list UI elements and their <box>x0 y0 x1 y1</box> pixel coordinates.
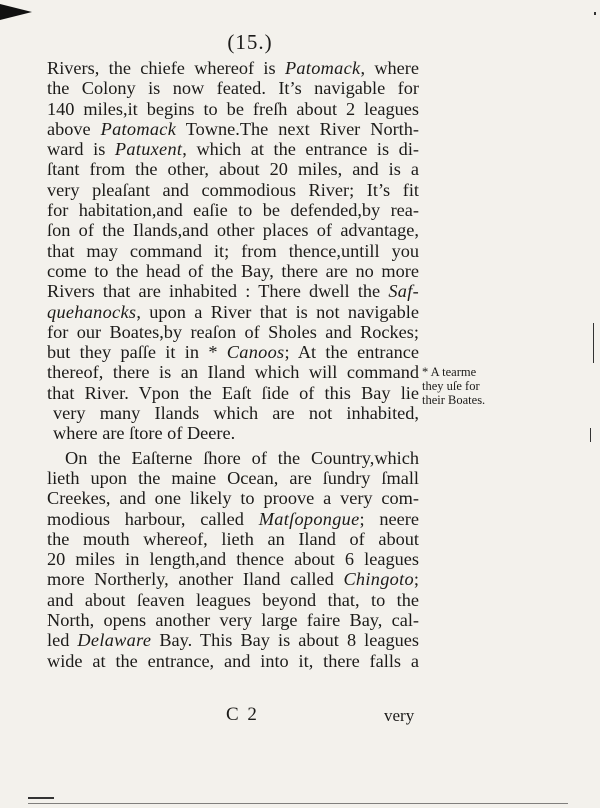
italic-name: Matſopongue <box>258 508 360 529</box>
text-run: the mouth whereof, lieth an Iland of about <box>47 528 419 549</box>
text-line <box>47 529 419 549</box>
text-line <box>47 159 419 179</box>
text-run: , where <box>360 58 419 78</box>
text-line <box>47 549 419 569</box>
text-line <box>47 610 419 630</box>
marginal-note-line: their Boates. <box>422 393 486 407</box>
text-line <box>47 362 419 382</box>
text-line <box>47 99 419 119</box>
text-run: very many Ilands which are not inhabited, <box>53 403 419 424</box>
text-run: Creekes, and one likely to proove a very com- <box>47 488 419 509</box>
text-run: 140 miles,it begins to be freſh about 2 leagues <box>47 98 419 119</box>
italic-name: Delaware <box>77 630 152 651</box>
text-run: , which at the entrance is di- <box>182 139 419 160</box>
text-line <box>47 468 419 488</box>
text-line <box>47 322 419 342</box>
text-line <box>47 180 419 200</box>
text-line <box>47 119 419 139</box>
italic-name: quehanocks <box>47 301 137 322</box>
text-line <box>47 448 419 468</box>
text-run: Rivers that are inhabited : There dwell the <box>47 281 389 302</box>
italic-name: Patuxent <box>114 139 183 160</box>
text-line <box>47 383 419 403</box>
text-run: led <box>47 630 78 651</box>
text-run: ward is <box>47 139 115 160</box>
text-line <box>47 78 419 98</box>
text-run: ; At the entrance <box>284 342 419 363</box>
edge-mark <box>590 428 591 442</box>
text-line <box>47 220 419 240</box>
italic-name: Chingoto <box>343 569 414 590</box>
signature-mark: C 2 <box>226 704 259 725</box>
text-run: but they paſſe it in * <box>47 342 227 363</box>
text-run: thereof, there is an Iland which will command <box>47 362 419 383</box>
text-run: ſtant from the other, about 20 miles, and is a <box>47 159 419 180</box>
marginal-note-line: they uſe for <box>422 379 480 393</box>
bottom-rule <box>28 797 54 799</box>
text-run: the Colony is now feated. It’s navigable for <box>47 78 419 99</box>
text-run: On the Eaſterne ſhore of the Country,which <box>65 447 419 468</box>
marginal-note-line: * A tearme <box>422 365 477 379</box>
catchword: very <box>384 706 415 725</box>
text-line <box>47 139 419 159</box>
text-run: ; <box>413 569 419 590</box>
italic-name: Canoos <box>226 342 285 363</box>
text-line <box>47 423 419 443</box>
text-line <box>47 630 419 650</box>
text-run: above <box>47 118 101 139</box>
text-line <box>47 261 419 281</box>
text-line <box>47 342 419 362</box>
text-run: , upon a River that is not navigable <box>136 301 419 322</box>
text-line <box>47 590 419 610</box>
text-run: North, opens another very large faire Bay, cal- <box>47 610 419 631</box>
text-run: ; neere <box>359 508 419 529</box>
text-run: come to the head of the Bay, there are no more <box>47 260 419 281</box>
text-run: for habitation,and eaſie to be defended,by rea- <box>47 200 419 221</box>
text-run: wide at the entrance, and into it, there falls a <box>47 650 419 671</box>
text-run: that may command it; from thence,untill you <box>47 240 419 261</box>
edge-mark <box>594 12 596 15</box>
text-run: lieth upon the maine Ocean, are ſundry ſmall <box>47 467 419 488</box>
text-run: and about ſeaven leagues beyond that, to the <box>47 589 419 610</box>
bottom-rule <box>28 803 568 804</box>
body-text <box>47 58 419 671</box>
text-run: 20 miles in length,and thence about 6 leagues <box>47 549 419 570</box>
italic-name: Patomack <box>100 118 177 139</box>
text-run: for our Boates,by reaſon of Sholes and Rockes; <box>47 321 419 342</box>
text-run: Bay. This Bay is about 8 leagues <box>151 630 419 651</box>
page-number: (15.) <box>227 30 273 54</box>
marginal-note <box>422 365 512 407</box>
text-line <box>47 302 419 322</box>
text-run: very pleaſant and commodious River; It’s fit <box>47 179 419 200</box>
text-line <box>47 241 419 261</box>
text-line <box>47 569 419 589</box>
text-line <box>47 403 419 423</box>
italic-name: Patomack <box>284 58 361 78</box>
text-run: Rivers, the chiefe whereof is <box>47 58 285 78</box>
edge-mark <box>593 323 594 363</box>
text-line <box>47 200 419 220</box>
text-run: where are ſtore of Deere. <box>53 423 236 444</box>
text-run: ſon of the Ilands,and other places of advantage, <box>47 220 419 241</box>
text-line <box>47 509 419 529</box>
corner-mark-icon <box>0 4 32 20</box>
text-run: Towne.The next River North- <box>176 118 419 139</box>
text-line <box>47 58 419 78</box>
text-run: modious harbour, called <box>47 508 259 529</box>
text-run: that River. Vpon the Eaſt ſide of this Bay lie <box>47 382 419 403</box>
text-line <box>47 488 419 508</box>
text-run: more Northerly, another Iland called <box>47 569 344 590</box>
italic-name: Saf- <box>388 281 419 302</box>
text-line <box>47 651 419 671</box>
text-line <box>47 281 419 301</box>
